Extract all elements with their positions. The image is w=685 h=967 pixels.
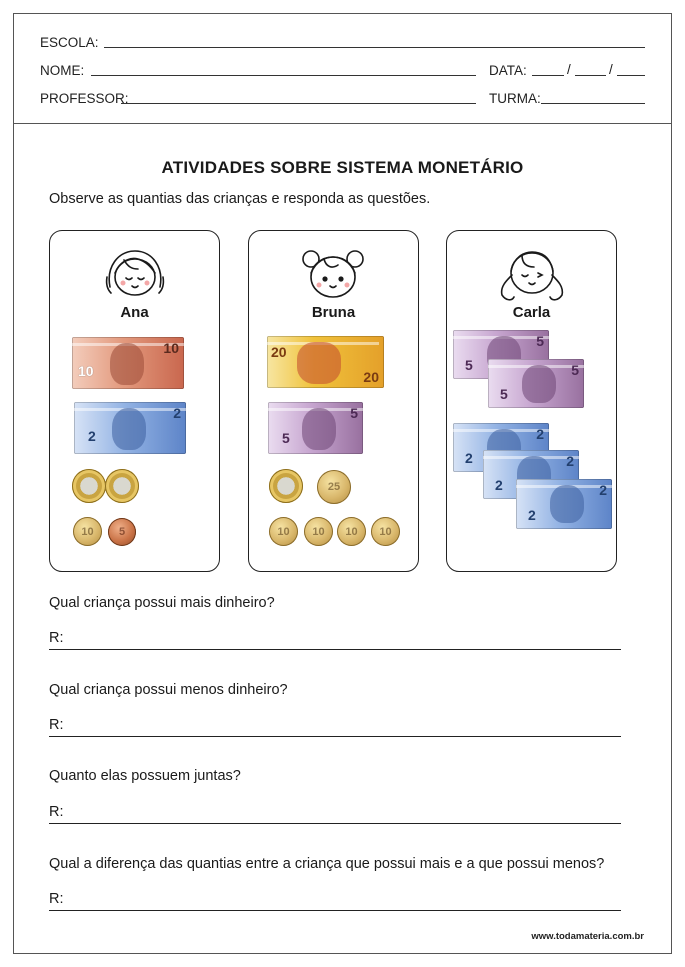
nome-field[interactable] <box>91 75 476 76</box>
answer-label-1: R: <box>49 630 64 646</box>
turma-label: TURMA: <box>489 91 541 106</box>
ana-face-icon <box>104 247 166 303</box>
answer-line-4[interactable] <box>49 910 621 911</box>
nome-label: NOME: <box>40 63 85 78</box>
answer-line-1[interactable] <box>49 649 621 650</box>
banknote: 10 10 <box>72 337 184 389</box>
coin <box>105 469 139 503</box>
date-separator-2: / <box>609 62 613 77</box>
question-3: Quanto elas possuem juntas? <box>49 768 241 784</box>
professor-field[interactable] <box>121 103 476 104</box>
banknote: 20 20 <box>267 336 384 388</box>
date-day-field[interactable] <box>532 75 564 76</box>
date-separator-1: / <box>567 62 571 77</box>
banknote: 5 5 <box>268 402 363 454</box>
escola-field[interactable] <box>104 47 645 48</box>
coin <box>72 469 106 503</box>
coin <box>269 469 303 503</box>
data-label: DATA: <box>489 63 527 78</box>
escola-label: ESCOLA: <box>40 35 99 50</box>
page-title: ATIVIDADES SOBRE SISTEMA MONETÁRIO <box>161 158 524 177</box>
banknote: 2 2 <box>453 423 549 472</box>
banknote: 2 2 <box>483 450 579 499</box>
header-divider <box>13 123 672 124</box>
instruction-text: Observe as quantias das crianças e responda as questões. <box>49 191 431 207</box>
answer-line-2[interactable] <box>49 736 621 737</box>
professor-label: PROFESSOR: <box>40 91 129 106</box>
kid-name-carla: Carla <box>512 304 551 321</box>
answer-label-3: R: <box>49 804 64 820</box>
banknote: 2 2 <box>74 402 186 454</box>
question-1: Qual criança possui mais dinheiro? <box>49 595 275 611</box>
coin: 10 <box>269 517 298 546</box>
footer-url: www.todamateria.com.br <box>531 931 644 942</box>
bruna-face-icon <box>302 245 364 303</box>
question-4: Qual a diferença das quantias entre a criança que possui mais e a que possui menos? <box>49 856 605 872</box>
coin: 10 <box>337 517 366 546</box>
date-month-field[interactable] <box>575 75 606 76</box>
banknote: 5 5 <box>488 359 584 408</box>
answer-label-2: R: <box>49 717 64 733</box>
coin: 25 <box>317 470 351 504</box>
turma-field[interactable] <box>541 103 645 104</box>
coin: 5 <box>108 518 136 546</box>
answer-line-3[interactable] <box>49 823 621 824</box>
banknote: 5 5 <box>453 330 549 379</box>
carla-face-icon <box>496 247 568 309</box>
coin: 10 <box>304 517 333 546</box>
coin: 10 <box>73 517 102 546</box>
date-year-field[interactable] <box>617 75 645 76</box>
banknote: 2 2 <box>516 479 612 529</box>
coin: 10 <box>371 517 400 546</box>
kid-name-ana: Ana <box>120 304 149 321</box>
kid-name-bruna: Bruna <box>311 304 356 321</box>
answer-label-4: R: <box>49 891 64 907</box>
question-2: Qual criança possui menos dinheiro? <box>49 682 288 698</box>
